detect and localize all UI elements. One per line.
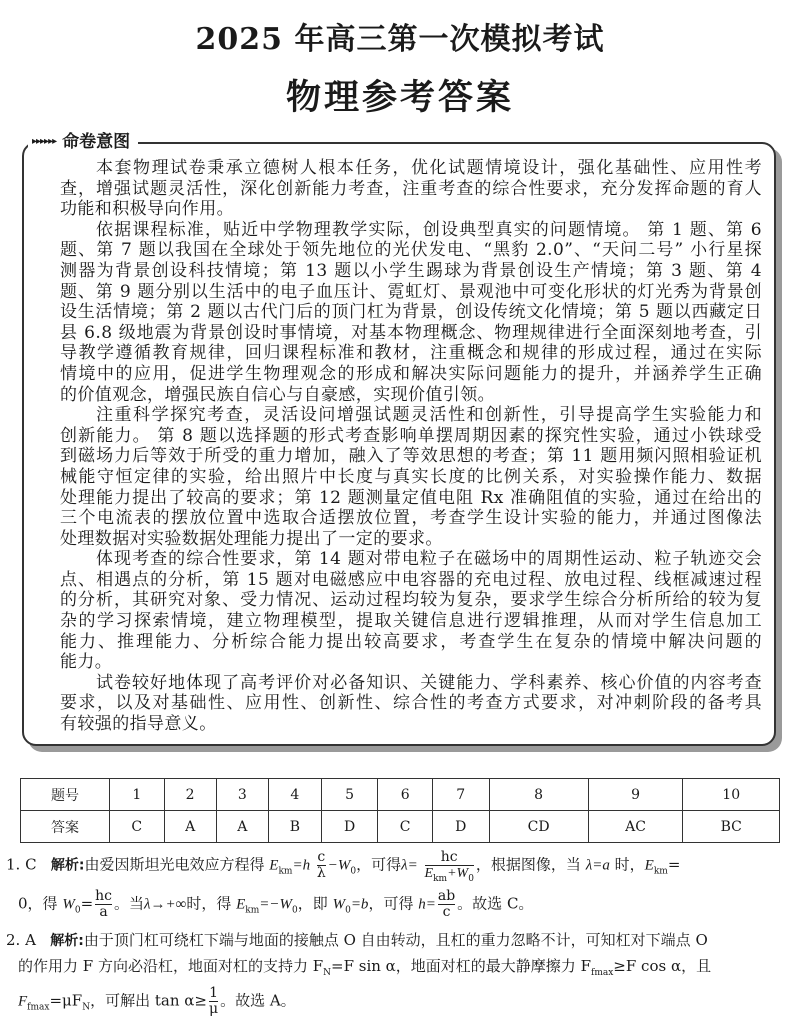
formula-part: ，根据图像，当 bbox=[475, 855, 581, 874]
answer-cell: C bbox=[378, 811, 433, 843]
intent-text bbox=[60, 158, 762, 735]
formula-part: λ→+∞ bbox=[144, 896, 187, 913]
answer-cell: D bbox=[321, 811, 378, 843]
page-title: 物理参考答案 bbox=[285, 77, 514, 118]
intent-line: 体现考查的综合性要求，第 14 题对带电粒子在磁场中的周期性运动、粒子轨迹交会 bbox=[96, 549, 762, 570]
formula-part: a bbox=[95, 904, 112, 920]
formula-part: =μF bbox=[49, 991, 83, 1010]
intent-line: 依据课程标准，贴近中学物理教学实际，创设典型真实的问题情境。 第 1 题、第 6 bbox=[96, 219, 762, 240]
intent-line: 导教学遵循教育规律，回归课程标准和教材，注重概念和规律的形成过程，通过在实际 bbox=[60, 343, 762, 364]
intent-line: 题、第 9 题分别以生活中的电子血压计、霓虹灯、景观池中可变化形状的灯光秀为背景创 bbox=[60, 281, 762, 302]
answer-cell: B bbox=[268, 811, 321, 843]
table-row-answers bbox=[21, 811, 780, 843]
intent-line: 试卷较好地体现了高考评价对必备知识、关键能力、学科素养、核心价值的内容考查 bbox=[96, 672, 762, 693]
question-number-cell: 3 bbox=[216, 779, 268, 811]
question-number-cell: 7 bbox=[432, 779, 489, 811]
formula-part: hc bbox=[95, 888, 112, 904]
formula-part: hc bbox=[440, 849, 458, 865]
row-label: 题号 bbox=[21, 779, 110, 811]
formula-part: F bbox=[18, 993, 28, 1010]
formula-part: E bbox=[424, 866, 434, 881]
intent-line: 题、第 7 题以我国在全球处于领先地位的光伏发电、“黑豹 2.0”、“天问二号” 小行星探 bbox=[60, 240, 762, 261]
formula-part: h= bbox=[418, 896, 436, 913]
formula-part: +W bbox=[447, 866, 469, 881]
intent-line: 设生活情境；第 2 题以古代门后的顶门杠为背景，创设传统文化情境；第 5 题以西藏定日 bbox=[60, 302, 762, 323]
formula-part: E bbox=[269, 857, 279, 874]
intent-line: 杂的学习探索情境，建立物理模型，提取关键信息进行逻辑推理，从而对学生信息加工 bbox=[60, 611, 762, 632]
question-number-cell: 2 bbox=[164, 779, 216, 811]
intent-line: 械能守恒定律的实验，给出照片中长度与真实长度的比例关系，对实验操作能力、数据 bbox=[60, 466, 762, 487]
answer-cell: D bbox=[432, 811, 489, 843]
formula-part: ，可得 bbox=[356, 855, 402, 874]
formula-part: N bbox=[82, 1002, 91, 1013]
question-number-cell: 5 bbox=[321, 779, 378, 811]
intent-line: 测器为背景创设科技情境；第 13 题以小学生踢球为背景创设生产情境；第 3 题、第 4 bbox=[60, 260, 762, 281]
solution-1-line-1 bbox=[6, 849, 791, 884]
formula-part: λ= bbox=[401, 857, 418, 874]
answer-table bbox=[20, 778, 780, 843]
intent-line: 能力。 bbox=[60, 652, 113, 673]
question-number-cell: 10 bbox=[683, 779, 780, 811]
solution-2-line-3 bbox=[18, 986, 800, 1017]
formula-part: 0，得 bbox=[18, 894, 58, 913]
formula-part: =F sin α，地面对杠的最大静摩擦力 F bbox=[331, 957, 591, 975]
formula-part: ，即 bbox=[297, 894, 328, 913]
intent-line: 情境中的应用，促进学生物理观念的形成和解决实际问题能力的提升，并涵养学生正确 bbox=[60, 363, 762, 384]
answer-cell: BC bbox=[683, 811, 780, 843]
formula-part: fmax bbox=[590, 968, 614, 978]
formula-part: λ=a bbox=[585, 857, 610, 874]
intent-line: 注重科学探究考查，灵活设问增强试题灵活性和创新性，引导提高学生实验能力和 bbox=[96, 405, 762, 426]
question-number-cell: 1 bbox=[110, 779, 165, 811]
formula-part: 。故选 A。 bbox=[220, 991, 296, 1010]
formula-part: = bbox=[667, 855, 681, 874]
formula-part: ≥F cos α，且 bbox=[613, 957, 712, 975]
formula-part bbox=[317, 850, 326, 881]
formula-part: 0 bbox=[345, 905, 351, 916]
intent-heading-text: 命卷意图 bbox=[62, 132, 131, 152]
formula-part: km bbox=[278, 866, 293, 877]
formula-part: c bbox=[438, 904, 455, 920]
table-row-numbers bbox=[21, 779, 780, 811]
solution-2-line-1 bbox=[6, 930, 791, 951]
formula-part: 0 bbox=[292, 905, 298, 916]
question-number-cell: 6 bbox=[378, 779, 433, 811]
analysis-tag: 解析: bbox=[50, 933, 84, 949]
intent-line: 功能和积极导向作用。 bbox=[60, 199, 234, 220]
intent-line: 创新能力。 第 8 题以选择题的形式考查影响单摆周期因素的探究性实验，通过小铁球受 bbox=[60, 425, 762, 446]
formula-part: =−W bbox=[259, 896, 293, 913]
answer-cell: C bbox=[110, 811, 165, 843]
formula-part: W bbox=[332, 896, 346, 913]
formula-part bbox=[424, 865, 474, 884]
intent-line: 有较强的指导意义。 bbox=[60, 714, 217, 735]
question-number-cell: 9 bbox=[588, 779, 683, 811]
formula-part: km bbox=[245, 905, 260, 916]
formula-part: 。故选 C。 bbox=[457, 894, 534, 913]
formula-part: = bbox=[80, 894, 94, 913]
formula-part: N bbox=[323, 968, 331, 978]
intent-line: 要求，以及对基础性、应用性、创新性、综合性的考查方式要求，对冲刺阶段的备考具 bbox=[60, 693, 762, 714]
question-number-cell: 4 bbox=[268, 779, 321, 811]
intent-line: 县 6.8 级地震为背景创设时事情境，对基本物理概念、物理规律进行全面深刻地考查，引 bbox=[60, 322, 762, 343]
intent-heading bbox=[28, 132, 138, 152]
formula-part: −W bbox=[327, 857, 351, 874]
answer-cell: CD bbox=[489, 811, 588, 843]
answer-cell: A bbox=[216, 811, 268, 843]
formula-part: E bbox=[236, 896, 246, 913]
formula-part: =b bbox=[350, 896, 369, 913]
arrows-icon: ▸▸▸▸▸▸ bbox=[32, 136, 57, 147]
intent-line: 查，增强试题灵活性，深化创新能力考查，注重考查的综合性要求，充分发挥命题的育人 bbox=[60, 178, 762, 199]
formula-part bbox=[438, 889, 455, 920]
intent-line: 的分析，其研究对象、受力情况、运动过程均较为复杂，要求学生综合分析所给的较为复 bbox=[60, 590, 762, 611]
formula-part: 时， bbox=[614, 855, 645, 874]
row-label: 答案 bbox=[21, 811, 110, 843]
formula-part: 时，得 bbox=[186, 894, 232, 913]
intent-line: 到磁场力后等效于所受的重力增加，融入了等效思想的考查；第 11 题用频闪照相验证机 bbox=[60, 446, 762, 467]
formula-part: 0 bbox=[468, 873, 474, 884]
intent-line: 三个电流表的摆放位置中选取合适摆放位置，考查学生设计实验的能力，并通过图像法 bbox=[60, 508, 762, 529]
formula-part: 0 bbox=[350, 866, 357, 877]
formula-part bbox=[209, 986, 218, 1017]
intent-line: 能力、推理能力、分析综合能力提出较高要求，考查学生在复杂的情境中解决问题的 bbox=[60, 631, 762, 652]
formula-part: ，可解出 tan α≥ bbox=[90, 991, 207, 1010]
intent-line: 的价值观念，增强民族自信心与自豪感，实现价值引领。 bbox=[60, 384, 495, 405]
intent-line: 本套物理试卷秉承立德树人根本任务，优化试题情境设计，强化基础性、应用性考 bbox=[96, 158, 762, 178]
formula-part: 0 bbox=[74, 905, 81, 916]
formula-part: E bbox=[644, 857, 654, 874]
formula-part: km bbox=[433, 873, 448, 884]
formula-part: 1 bbox=[209, 985, 218, 1001]
formula-part: 由爱因斯坦光电效应方程得 bbox=[84, 855, 265, 874]
formula-part: λ bbox=[316, 865, 326, 881]
solution-number: 1. C bbox=[6, 855, 37, 874]
answer-cell: A bbox=[164, 811, 216, 843]
formula-part: 的作用力 F 方向必沿杠，地面对杠的支持力 F bbox=[18, 957, 324, 975]
question-number-cell: 8 bbox=[489, 779, 588, 811]
exam-title: 2025 年高三第一次模拟考试 bbox=[195, 22, 605, 57]
formula-part: fmax bbox=[27, 1002, 50, 1013]
solution-number: 2. A bbox=[6, 931, 36, 949]
formula-part: ab bbox=[437, 888, 456, 904]
formula-part: ，可得 bbox=[368, 894, 414, 913]
intent-line: 点、相遇点的分析，第 15 题对电磁感应中电容器的充电过程、放电过程、线框减速过程 bbox=[60, 569, 762, 590]
formula-part: W bbox=[62, 896, 75, 913]
formula-part: km bbox=[653, 866, 668, 877]
formula-part bbox=[95, 889, 112, 920]
formula-part: 。当 bbox=[114, 894, 145, 913]
answer-cell: AC bbox=[588, 811, 683, 843]
formula-part: 由于顶门杠可绕杠下端与地面的接触点 O 自由转动，且杠的重力忽略不计，可知杠对下端点 O bbox=[83, 931, 708, 949]
intent-line: 处理数据对实验数据处理能力提出了一定的要求。 bbox=[60, 528, 443, 549]
formula-part: μ bbox=[208, 1001, 219, 1017]
intent-line: 处理能力提出了较高的要求；第 12 题测量定值电阻 Rx 准确阻值的实验，通过在给出的 bbox=[60, 487, 762, 508]
formula-part bbox=[424, 849, 474, 884]
formula-part: =h bbox=[292, 857, 311, 874]
analysis-tag: 解析: bbox=[50, 857, 85, 874]
formula-part: c bbox=[317, 849, 326, 865]
solution-2-line-2 bbox=[18, 956, 800, 976]
solution-1-line-2 bbox=[18, 889, 800, 920]
